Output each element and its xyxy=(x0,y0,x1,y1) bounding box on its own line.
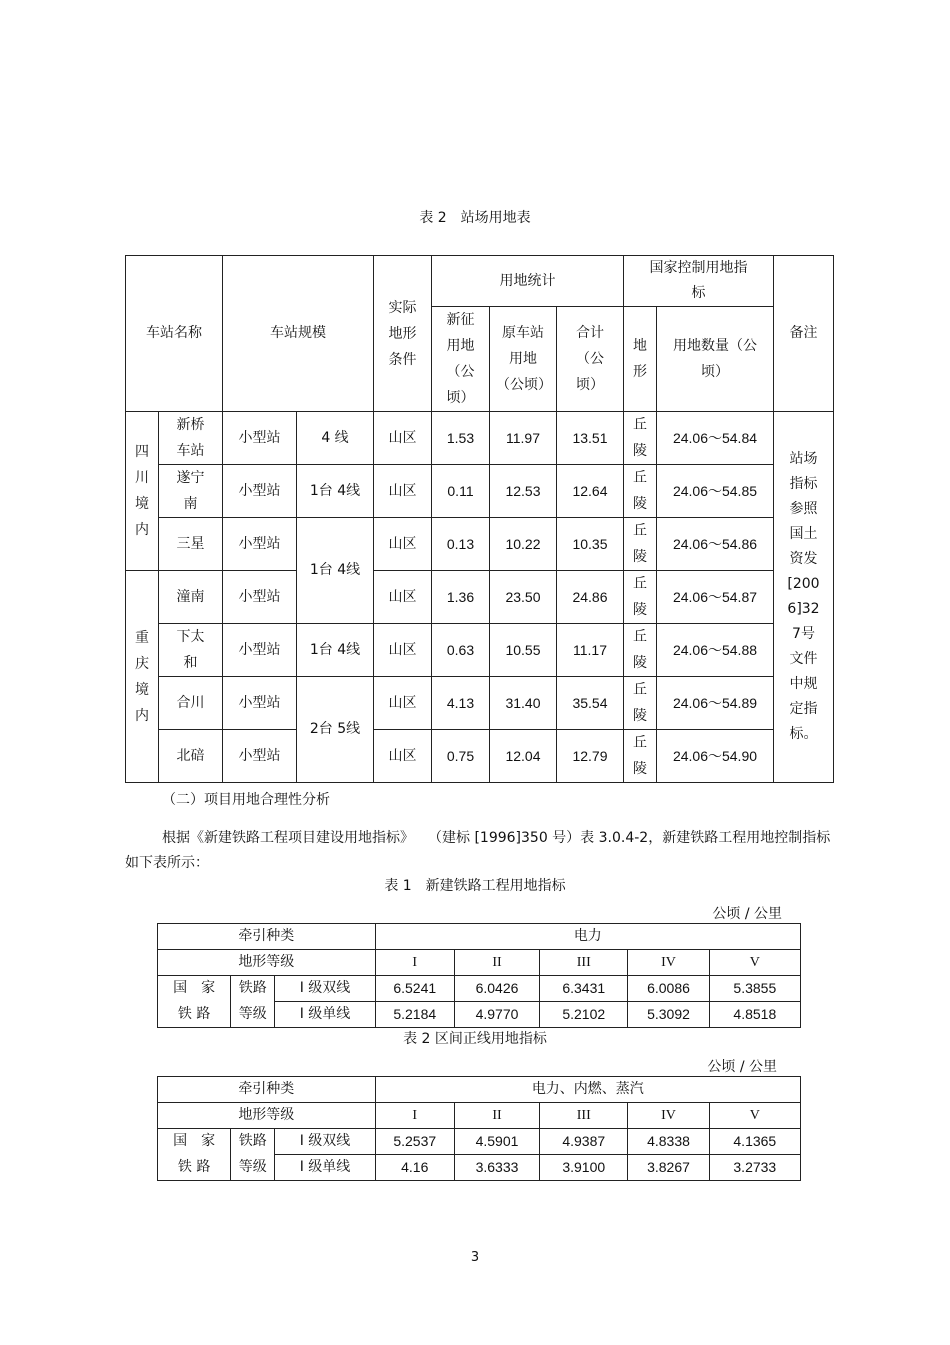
index-value: 5.2537 xyxy=(375,1129,454,1155)
level-label: 等级 xyxy=(231,1155,275,1181)
level-label: 铁路 xyxy=(231,1129,275,1155)
rail-label: 国 家 xyxy=(158,976,231,1002)
table-row xyxy=(126,571,834,624)
traction-label: 牵引种类 xyxy=(158,924,376,950)
rail-label: 铁 路 xyxy=(158,1155,231,1181)
new-land-value: 0.75 xyxy=(432,730,490,783)
national-terrain: 丘陵 xyxy=(624,730,657,783)
station-name: 合川 xyxy=(159,677,223,730)
traction-value: 电力 xyxy=(375,924,800,950)
header-national-index: 国家控制用地指标 xyxy=(624,256,774,307)
orig-land-value: 10.55 xyxy=(490,624,557,677)
traction-label: 牵引种类 xyxy=(158,1077,376,1103)
station-type: 小型站 xyxy=(223,465,297,518)
national-terrain: 丘陵 xyxy=(624,518,657,571)
national-terrain: 丘陵 xyxy=(624,624,657,677)
station-type: 小型站 xyxy=(223,677,297,730)
header-station-scale: 车站规模 xyxy=(223,256,374,412)
level-label: 铁路 xyxy=(231,976,275,1002)
total-value: 12.79 xyxy=(557,730,624,783)
row-label: I 级单线 xyxy=(275,1002,375,1028)
header-new-land: 新征用地（公顷） xyxy=(432,307,490,412)
table-row xyxy=(126,624,834,677)
traction-value: 电力、内燃、蒸汽 xyxy=(375,1077,800,1103)
remark-cell: 站场指标参照国土资发[2006]327号文件中规定指标。 xyxy=(774,412,834,783)
index-value: 3.6333 xyxy=(454,1155,539,1181)
new-land-value: 0.11 xyxy=(432,465,490,518)
station-type: 小型站 xyxy=(223,571,297,624)
station-name: 北碚 xyxy=(159,730,223,783)
terrain-grade-label: 地形等级 xyxy=(158,1103,376,1129)
table2-caption: 表 2 区间正线用地指标 xyxy=(403,1031,547,1047)
level-label: 等级 xyxy=(231,1002,275,1028)
grade-header: IV xyxy=(628,950,709,976)
land-amount-value: 24.06～54.85 xyxy=(657,465,774,518)
station-type: 小型站 xyxy=(223,730,297,783)
header-remark: 备注 xyxy=(774,256,834,412)
national-terrain: 丘陵 xyxy=(624,677,657,730)
rail-label: 铁 路 xyxy=(158,1002,231,1028)
station-type: 小型站 xyxy=(223,624,297,677)
table-row xyxy=(158,1129,801,1155)
index-value: 3.9100 xyxy=(540,1155,628,1181)
station-scale: 1台 4线 xyxy=(297,518,374,624)
terrain-condition: 山区 xyxy=(374,465,432,518)
table-row xyxy=(158,976,801,1002)
row-label: I 级单线 xyxy=(275,1155,375,1181)
region-label: 四川境内 xyxy=(126,412,159,571)
terrain-condition: 山区 xyxy=(374,730,432,783)
index-value: 5.2102 xyxy=(540,1002,628,1028)
land-index-table-2 xyxy=(157,1076,801,1181)
index-value: 6.5241 xyxy=(375,976,454,1002)
station-name: 三星 xyxy=(159,518,223,571)
table1-caption: 表 1 新建铁路工程用地指标 xyxy=(384,878,566,894)
station-type: 小型站 xyxy=(223,518,297,571)
station-scale: 4 线 xyxy=(297,412,374,465)
index-value: 5.2184 xyxy=(375,1002,454,1028)
station-name: 遂宁南 xyxy=(159,465,223,518)
index-value: 4.8338 xyxy=(628,1129,709,1155)
table-row xyxy=(158,1002,801,1028)
index-value: 4.8518 xyxy=(709,1002,800,1028)
orig-land-value: 12.04 xyxy=(490,730,557,783)
region-label: 重庆境内 xyxy=(126,571,159,783)
terrain-condition: 山区 xyxy=(374,571,432,624)
station-land-table xyxy=(125,255,834,783)
total-value: 24.86 xyxy=(557,571,624,624)
index-value: 5.3855 xyxy=(709,976,800,1002)
grade-header: I xyxy=(375,950,454,976)
index-value: 4.9387 xyxy=(540,1129,628,1155)
total-value: 13.51 xyxy=(557,412,624,465)
grade-header: II xyxy=(454,950,539,976)
terrain-condition: 山区 xyxy=(374,677,432,730)
grade-header: V xyxy=(709,950,800,976)
grade-header: IV xyxy=(628,1103,709,1129)
header-station-name: 车站名称 xyxy=(126,256,223,412)
table-row xyxy=(158,1155,801,1181)
table-row xyxy=(126,730,834,783)
header-land-amount: 用地数量（公顷） xyxy=(657,307,774,412)
terrain-condition: 山区 xyxy=(374,518,432,571)
new-land-value: 4.13 xyxy=(432,677,490,730)
national-terrain: 丘陵 xyxy=(624,465,657,518)
station-name: 新桥车站 xyxy=(159,412,223,465)
rail-label: 国 家 xyxy=(158,1129,231,1155)
grade-header: II xyxy=(454,1103,539,1129)
station-scale: 2台 5线 xyxy=(297,677,374,783)
station-scale: 1台 4线 xyxy=(297,624,374,677)
table-row xyxy=(126,465,834,518)
page-number: 3 xyxy=(470,1250,480,1265)
orig-land-value: 23.50 xyxy=(490,571,557,624)
index-value: 4.1365 xyxy=(709,1129,800,1155)
table-row xyxy=(126,677,834,730)
header-terrain: 地形 xyxy=(624,307,657,412)
new-land-value: 0.13 xyxy=(432,518,490,571)
new-land-value: 0.63 xyxy=(432,624,490,677)
header-orig-land: 原车站用地（公顷） xyxy=(490,307,557,412)
grade-header: III xyxy=(540,1103,628,1129)
orig-land-value: 31.40 xyxy=(490,677,557,730)
land-index-table-1 xyxy=(157,923,801,1028)
terrain-grade-label: 地形等级 xyxy=(158,950,376,976)
total-value: 11.17 xyxy=(557,624,624,677)
station-table-caption: 表 2 站场用地表 xyxy=(419,210,531,226)
table2-unit: 公顷 / 公里 xyxy=(707,1059,777,1075)
grade-header: I xyxy=(375,1103,454,1129)
row-label: I 级双线 xyxy=(275,1129,375,1155)
terrain-condition: 山区 xyxy=(374,412,432,465)
total-value: 35.54 xyxy=(557,677,624,730)
grade-header: V xyxy=(709,1103,800,1129)
table-row xyxy=(126,412,834,465)
total-value: 12.64 xyxy=(557,465,624,518)
index-value: 6.3431 xyxy=(540,976,628,1002)
header-terrain-condition: 实际地形条件 xyxy=(374,256,432,412)
total-value: 10.35 xyxy=(557,518,624,571)
grade-header: III xyxy=(540,950,628,976)
land-amount-value: 24.06～54.87 xyxy=(657,571,774,624)
intro-paragraph: 根据《新建铁路工程项目建设用地指标》 （建标 [1996]350 号）表 3.0.4-2，新建铁路工程用地控制指标如下表所示： xyxy=(125,830,831,871)
index-value: 4.16 xyxy=(375,1155,454,1181)
national-terrain: 丘陵 xyxy=(624,412,657,465)
orig-land-value: 10.22 xyxy=(490,518,557,571)
land-amount-value: 24.06～54.84 xyxy=(657,412,774,465)
table-row xyxy=(126,518,834,571)
land-amount-value: 24.06～54.90 xyxy=(657,730,774,783)
land-amount-value: 24.06～54.89 xyxy=(657,677,774,730)
table1-unit: 公顷 / 公里 xyxy=(712,906,782,922)
row-label: I 级双线 xyxy=(275,976,375,1002)
index-value: 3.2733 xyxy=(709,1155,800,1181)
index-value: 4.9770 xyxy=(454,1002,539,1028)
land-amount-value: 24.06～54.88 xyxy=(657,624,774,677)
station-name: 下太和 xyxy=(159,624,223,677)
orig-land-value: 12.53 xyxy=(490,465,557,518)
station-name: 潼南 xyxy=(159,571,223,624)
station-type: 小型站 xyxy=(223,412,297,465)
national-terrain: 丘陵 xyxy=(624,571,657,624)
terrain-condition: 山区 xyxy=(374,624,432,677)
station-scale: 1台 4线 xyxy=(297,465,374,518)
index-value: 3.8267 xyxy=(628,1155,709,1181)
section-heading: （二）项目用地合理性分析 xyxy=(162,792,330,808)
index-value: 4.5901 xyxy=(454,1129,539,1155)
land-amount-value: 24.06～54.86 xyxy=(657,518,774,571)
new-land-value: 1.36 xyxy=(432,571,490,624)
index-value: 5.3092 xyxy=(628,1002,709,1028)
orig-land-value: 11.97 xyxy=(490,412,557,465)
header-land-stats: 用地统计 xyxy=(432,256,624,307)
new-land-value: 1.53 xyxy=(432,412,490,465)
header-total: 合计（公顷） xyxy=(557,307,624,412)
index-value: 6.0086 xyxy=(628,976,709,1002)
index-value: 6.0426 xyxy=(454,976,539,1002)
